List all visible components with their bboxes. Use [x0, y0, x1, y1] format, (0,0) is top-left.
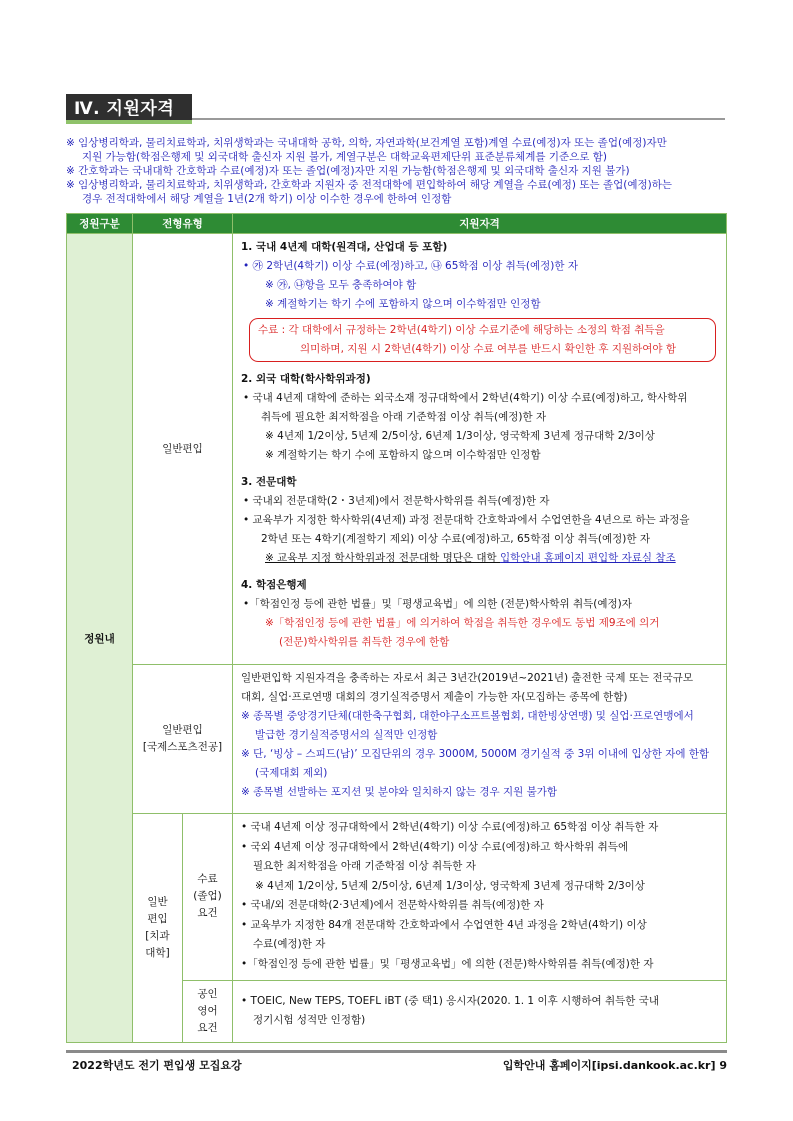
text-line: 대회, 실업·프로연맹 대회의 경기실적증명서 제출이 가능한 자(모집하는 종목에 한함): [241, 691, 628, 704]
section-college: [241, 473, 720, 568]
list-item-cont: 2학년 또는 4학기(계절학기 제외) 이상 수료(예정)하고, 65학점 이상 취득(예정)한 자: [261, 533, 650, 546]
list-item: • ㉮ 2학년(4학기) 이상 수료(예정)하고, ㉯ 65학점 이상 취득(예정)한 자: [243, 260, 579, 273]
list-item: • 국외 4년제 이상 정규대학에서 2학년(4학기) 이상 수료(예정)하고 학사학위 취득에: [241, 840, 629, 853]
note-line: 지원 가능함(학점은행제 및 외국대학 출신자 지원 불가, 계열구분은 대학교육편제단위 표준분류체계를 기준으로 함): [82, 151, 607, 163]
label-line: 수료: [197, 873, 218, 886]
note-item-cont: (국제대회 제외): [255, 767, 328, 780]
note-item: ※ 계절학기는 학기 수에 포함하지 않으며 이수학점만 인정함: [265, 298, 541, 311]
note-line: ※ 임상병리학과, 물리치료학과, 치위생학과, 간호학과 지원자 중 전적대학에 편입학하여 해당 계열을 수료(예정) 또는 졸업(예정)하는: [66, 179, 673, 191]
note-item: ※ 종목별 중앙경기단체(대한축구협회, 대한야구소프트볼협회, 대한빙상연맹) 및 실업·프로연맹에서: [241, 710, 694, 723]
dental-qualification: [233, 814, 727, 980]
type-line: 일반: [147, 896, 168, 909]
table-row-dental: [67, 814, 727, 980]
type-line: 일반편입: [162, 724, 203, 737]
list-item: • 국내/외 전문대학(2·3년제)에서 전문학사학위를 취득(예정)한 자: [241, 899, 544, 912]
note-item: ※ ㉮, ㉯항을 모두 충족하여야 함: [265, 279, 417, 292]
note-item: ※ 계절학기는 학기 수에 포함하지 않으며 이수학점만 인정함: [265, 449, 541, 462]
type-general: 일반편입: [133, 234, 233, 665]
list-item: • 교육부가 지정한 84개 전문대학 간호학과에서 수업연한 4년 과정을 2학년(4학기) 이상: [241, 918, 647, 931]
title-divider: [192, 118, 725, 120]
note-item: ※ 종목별 선발하는 포지션 및 분야와 일치하지 않는 경우 지원 불가함: [241, 786, 558, 799]
footer-homepage: 입학안내 홈페이지[ipsi.dankook.ac.kr] 9: [502, 1059, 727, 1072]
section-domestic: [241, 238, 720, 362]
footer-divider: [66, 1050, 727, 1053]
homepage-reference-link[interactable]: 입학안내 홈페이지 편입학 자료실 참조: [500, 552, 676, 565]
header-qualification: 지원자격: [233, 214, 727, 234]
section-heading: 2. 외국 대학(학사학위과정): [241, 373, 371, 386]
english-requirement-label: [183, 980, 233, 1042]
section-heading: 4. 학점은행제: [241, 579, 307, 592]
label-line: 요건: [197, 1021, 218, 1034]
note-line: ※ 임상병리학과, 물리치료학과, 치위생학과는 국내대학 공학, 의학, 자연과학(보건계열 포함)계열 수료(예정)자 또는 졸업(예정)자만: [66, 137, 667, 149]
completion-requirement-label: [183, 814, 233, 980]
box-line: 수료 : 각 대학에서 규정하는 2학년(4학기) 이상 수료기준에 해당하는 소정의 학점 취득을: [258, 324, 665, 337]
list-item: • TOEIC, New TEPS, TOEFL iBT (중 택1) 응시자(2020. 1. 1 이후 시행하여 취득한 국내: [241, 995, 660, 1008]
note-item: [241, 549, 720, 568]
note-item-cont: 발급한 경기실적증명서의 실적만 인정함: [255, 729, 438, 742]
header-type: 전형유형: [133, 214, 233, 234]
list-item-cont: 정기시험 성적만 인정함): [253, 1014, 366, 1027]
list-item: •「학점인정 등에 관한 법률」및「평생교육법」에 의한 (전문)학사학위를 취득(예정)한 자: [241, 957, 654, 970]
list-item-cont: 필요한 최저학점을 아래 기준학점 이상 취득한 자: [253, 860, 476, 873]
list-item: • 국내 4년제 대학에 준하는 외국소재 정규대학에서 2학년(4학기) 이상 수료(예정)하고, 학사학위: [243, 392, 688, 405]
label-line: 공인: [197, 987, 218, 1000]
table-row-general: [67, 234, 727, 665]
section-title: Ⅳ. 지원자격: [66, 94, 192, 124]
type-line: [치과: [145, 930, 170, 943]
list-item: • 국내외 전문대학(2・3년제)에서 전문학사학위를 취득(예정)한 자: [243, 495, 550, 508]
type-line: 편입: [147, 913, 168, 926]
header-category: 정원구분: [67, 214, 133, 234]
note-item: ※ 4년제 1/2이상, 5년제 2/5이상, 6년제 1/3이상, 영국학제 3년제 정규대학 2/3이상: [255, 879, 645, 892]
box-line: 의미하며, 지원 시 2학년(4학기) 이상 수료 여부를 반드시 확인한 후 지원하여야 함: [300, 343, 677, 356]
section-heading: 3. 전문대학: [241, 476, 297, 489]
section-foreign: [241, 370, 720, 465]
section-credit-bank: [241, 576, 720, 652]
note-item: ※ 4년제 1/2이상, 5년제 2/5이상, 6년제 1/3이상, 영국학제 3년제 정규대학 2/3이상: [265, 430, 655, 443]
note-item: ※「학점인정 등에 관한 법률」에 의거하여 학점을 취득한 경우에도 동법 제9조에 의거: [265, 617, 660, 630]
type-sports: [133, 665, 233, 814]
table-row-sports: [67, 665, 727, 814]
list-item: • 국내 4년제 이상 정규대학에서 2학년(4학기) 이상 수료(예정)하고 65학점 이상 취득한 자: [241, 821, 659, 834]
sports-qualification: [233, 665, 727, 814]
type-line: [국제스포츠전공]: [142, 741, 223, 754]
category-cell: 정원내: [67, 234, 133, 1043]
note-item: ※ 단, ‘빙상 – 스피드(남)’ 모집단위의 경우 3000M, 5000M 경기실적 중 3위 이내에 입상한 자에 한함: [241, 748, 710, 761]
note-line: 경우 전적대학에서 해당 계열을 1년(2개 학기) 이상 이수한 경우에 한하여 인정함: [82, 193, 452, 205]
label-line: 요건: [197, 907, 218, 920]
text-line: 일반편입학 지원자격을 충족하는 자로서 최근 3년간(2019년~2021년) 출전한 국제 또는 전국규모: [241, 672, 694, 685]
list-item: • 교육부가 지정한 학사학위(4년제) 과정 전문대학 간호학과에서 수업연한을 4년으로 하는 과정을: [243, 514, 690, 527]
completion-definition-box: [249, 318, 716, 362]
type-dental: [133, 814, 183, 1043]
type-line: 대학]: [145, 947, 170, 960]
list-item: •「학점인정 등에 관한 법률」및「평생교육법」에 의한 (전문)학사학위 취득(예정)자: [243, 598, 632, 611]
english-qualification: [233, 980, 727, 1042]
label-line: (졸업): [193, 890, 222, 903]
notes-block: [66, 136, 736, 206]
table-header-row: [67, 214, 727, 234]
label-line: 영어: [197, 1004, 218, 1017]
list-item-cont: 수료(예정)한 자: [253, 938, 326, 951]
requirements-table: [66, 213, 727, 1043]
footer-title: 2022학년도 전기 편입생 모집요강: [72, 1059, 242, 1072]
note-item-cont: (전문)학사학위를 취득한 경우에 한함: [279, 636, 450, 649]
list-item-cont: 취득에 필요한 최저학점을 아래 기준학점 이상 취득(예정)한 자: [261, 411, 547, 424]
note-text: ※ 교육부 지정 학사학위과정 전문대학 명단은 대학: [265, 552, 501, 565]
note-line: ※ 간호학과는 국내대학 간호학과 수료(예정)자 또는 졸업(예정)자만 지원 가능함(학점은행제 및 외국대학 출신자 지원 불가): [66, 165, 630, 177]
section-heading: 1. 국내 4년제 대학(원격대, 산업대 등 포함): [241, 241, 448, 254]
general-qualification: [233, 234, 727, 665]
